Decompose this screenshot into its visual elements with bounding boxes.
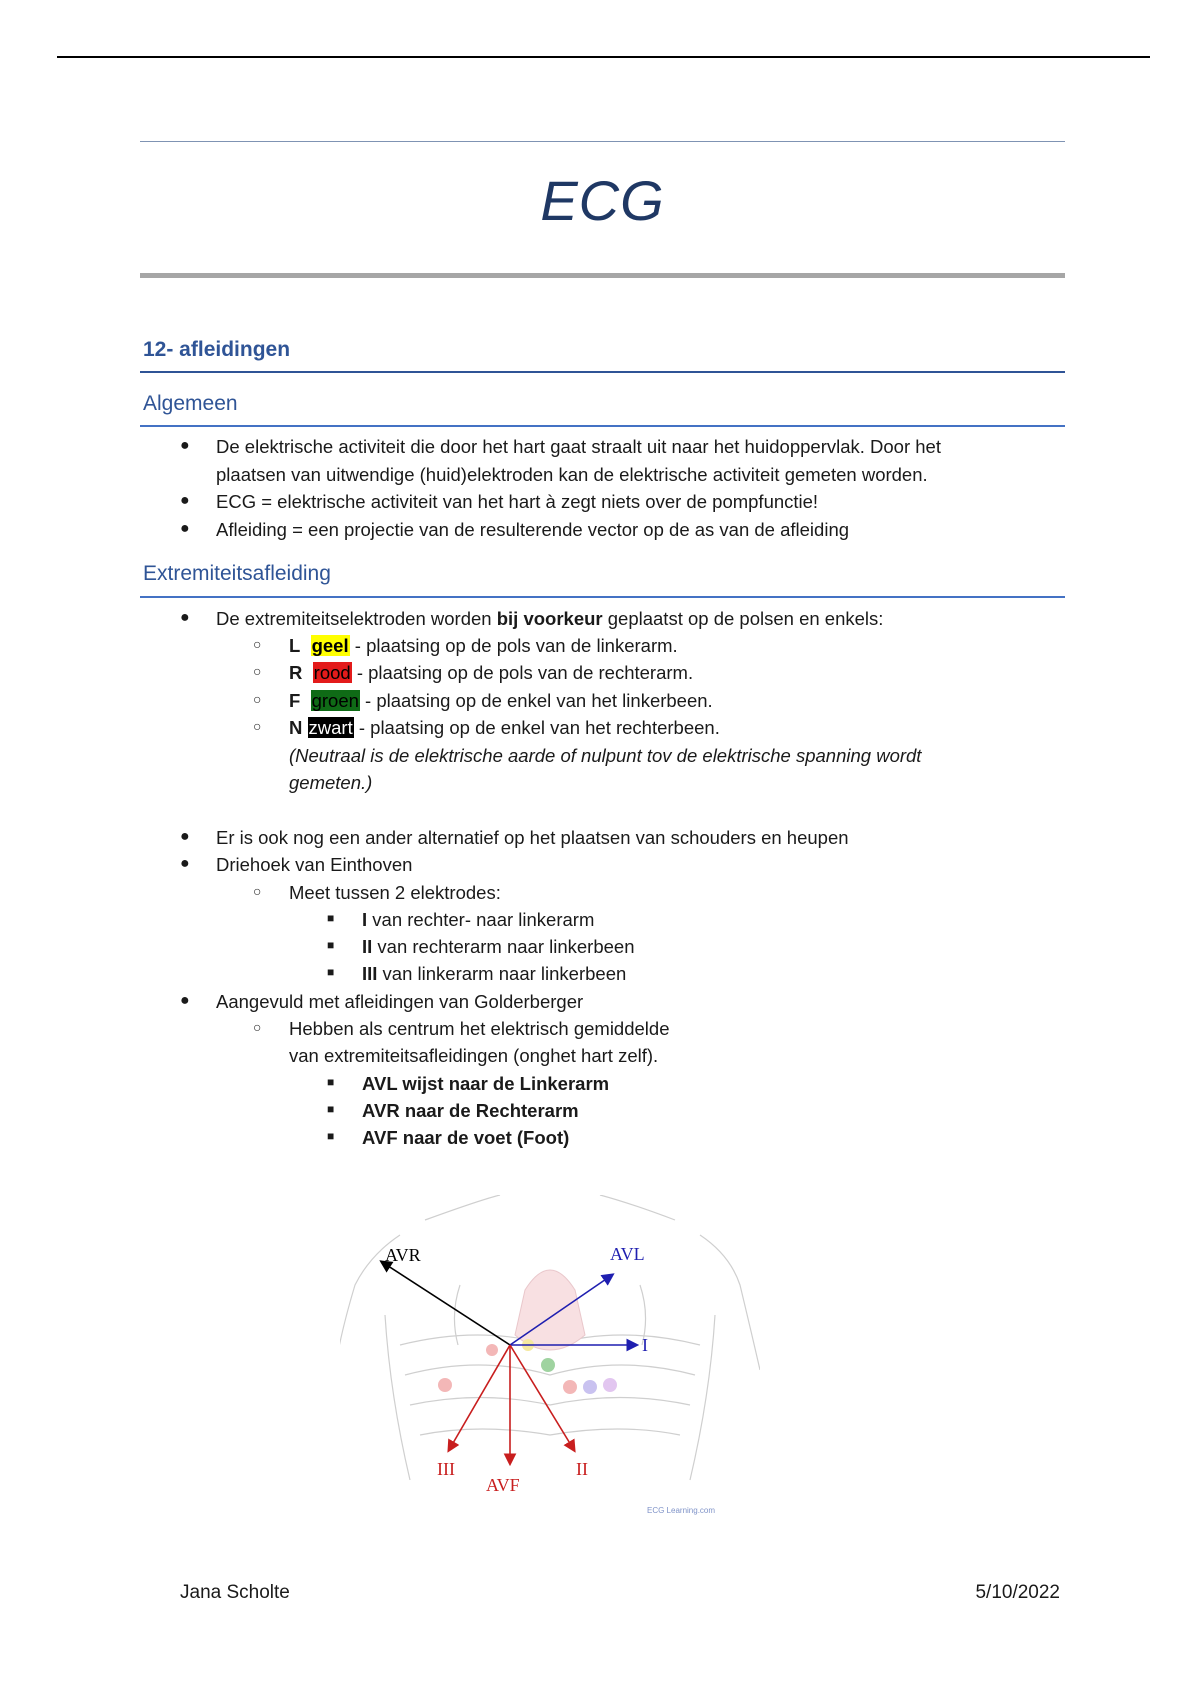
electrode-item-l bbox=[289, 632, 678, 659]
bullet-dot: ● bbox=[180, 437, 190, 454]
list-subitem: Hebben als centrum het elektrisch gemiddelde bbox=[289, 1018, 670, 1039]
label-i: I bbox=[642, 1335, 648, 1355]
electrode-item-n bbox=[289, 714, 720, 741]
lead-text: van linkerarm naar linkerbeen bbox=[377, 963, 627, 984]
circle-bullet: ○ bbox=[253, 883, 262, 899]
list-item: Afleiding = een projectie van de resulterende vector op de as van de afleiding bbox=[216, 519, 850, 540]
title-rule-bottom bbox=[140, 273, 1065, 278]
aug-lead-avr: AVR naar de Rechterarm bbox=[362, 1100, 579, 1121]
list-item: De elektrische activiteit die door het hart gaat straalt uit naar het huidoppervlak. Door het bbox=[216, 436, 941, 457]
electrode-letter: L bbox=[289, 635, 301, 656]
intro-text: De extremiteitselektroden worden bbox=[216, 608, 497, 629]
lead-item-ii bbox=[362, 933, 635, 960]
list-subitem: Meet tussen 2 elektrodes: bbox=[289, 882, 501, 903]
footer-date: 5/10/2022 bbox=[975, 1582, 1060, 1603]
lead-item-iii bbox=[362, 960, 626, 987]
electrode-dot bbox=[438, 1378, 452, 1392]
list-item: Er is ook nog een ander alternatief op het plaatsen van schouders en heupen bbox=[216, 827, 849, 848]
electrode-dot bbox=[603, 1378, 617, 1392]
square-bullet: ■ bbox=[327, 1075, 335, 1089]
electrode-desc: - plaatsing op de pols van de linkerarm. bbox=[349, 635, 678, 656]
electrode-item-f bbox=[289, 687, 713, 714]
subheading-algemeen: Algemeen bbox=[143, 392, 238, 415]
electrode-dot bbox=[563, 1380, 577, 1394]
image-credit: ECG Learning.com bbox=[647, 1506, 716, 1515]
list-item: Driehoek van Einthoven bbox=[216, 854, 413, 875]
label-avl: AVL bbox=[610, 1244, 645, 1264]
electrode-dot bbox=[486, 1344, 498, 1356]
neutral-note: (Neutraal is de elektrische aarde of nulpunt tov de elektrische spanning wordt bbox=[289, 745, 922, 766]
section-heading-rule bbox=[140, 371, 1065, 373]
electrode-desc: - plaatsing op de pols van de rechterarm. bbox=[351, 662, 694, 683]
lead-num: III bbox=[362, 963, 378, 984]
intro-bold: bij voorkeur bbox=[496, 608, 603, 629]
electrode-color-highlight: groen bbox=[311, 690, 359, 711]
circle-bullet: ○ bbox=[253, 1019, 262, 1035]
electrode-color-highlight: rood bbox=[313, 662, 351, 683]
bullet-dot: ● bbox=[180, 855, 190, 872]
list-item-continuation: plaatsen van uitwendige (huid)elektroden kan de elektrische activiteit gemeten worden. bbox=[216, 464, 928, 485]
circle-bullet: ○ bbox=[253, 718, 262, 734]
list-item: ECG = elektrische activiteit van het hart à zegt niets over de pompfunctie! bbox=[216, 491, 819, 512]
electrode-letter: R bbox=[289, 662, 303, 683]
electrode-color-highlight: zwart bbox=[308, 717, 353, 738]
label-avf: AVF bbox=[486, 1475, 520, 1495]
lead-iii-vector bbox=[449, 1345, 510, 1450]
bullet-dot: ● bbox=[180, 609, 190, 626]
circle-bullet: ○ bbox=[253, 691, 262, 707]
aug-lead-avf: AVF naar de voet (Foot) bbox=[362, 1127, 570, 1148]
lead-num: II bbox=[362, 936, 373, 957]
square-bullet: ■ bbox=[327, 911, 335, 925]
square-bullet: ■ bbox=[327, 938, 335, 952]
lead-item-i bbox=[362, 906, 594, 933]
electrode-desc: - plaatsing op de enkel van het rechterbeen. bbox=[353, 717, 720, 738]
electrode-letter: F bbox=[289, 690, 301, 711]
lead-num: I bbox=[362, 909, 368, 930]
list-item: Aangevuld met afleidingen van Golderberger bbox=[216, 991, 584, 1012]
subheading-extremiteit-rule bbox=[140, 596, 1065, 598]
electrode-color-highlight: geel bbox=[311, 635, 349, 656]
square-bullet: ■ bbox=[327, 965, 335, 979]
electrode-letter: N bbox=[289, 717, 303, 738]
footer-author: Jana Scholte bbox=[180, 1582, 290, 1603]
neutral-note-continuation: gemeten.) bbox=[289, 772, 373, 793]
lead-text: van rechter- naar linkerarm bbox=[367, 909, 595, 930]
circle-bullet: ○ bbox=[253, 663, 262, 679]
title-rule-top bbox=[140, 141, 1065, 142]
square-bullet: ■ bbox=[327, 1102, 335, 1116]
bullet-dot: ● bbox=[180, 992, 190, 1009]
electrode-item-r bbox=[289, 659, 693, 686]
list-subitem-continuation: van extremiteitsafleidingen (onghet hart zelf). bbox=[289, 1045, 659, 1066]
bullet-dot: ● bbox=[180, 520, 190, 537]
subheading-algemeen-rule bbox=[140, 425, 1065, 427]
label-ii: II bbox=[576, 1459, 588, 1479]
intro-text-end: geplaatst op de polsen en enkels: bbox=[602, 608, 884, 629]
lead-text: van rechterarm naar linkerbeen bbox=[372, 936, 635, 957]
label-avr: AVR bbox=[385, 1245, 421, 1265]
electrode-dot bbox=[583, 1380, 597, 1394]
electrode-dot bbox=[541, 1358, 555, 1372]
page-top-rule bbox=[57, 56, 1150, 58]
avr-vector bbox=[382, 1262, 510, 1345]
page-title: ECG bbox=[540, 169, 665, 232]
aug-lead-avl: AVL wijst naar de Linkerarm bbox=[362, 1073, 610, 1094]
square-bullet: ■ bbox=[327, 1129, 335, 1143]
list-item bbox=[216, 605, 883, 632]
electrode-desc: - plaatsing op de enkel van het linkerbeen. bbox=[359, 690, 713, 711]
section-heading: 12- afleidingen bbox=[143, 338, 291, 361]
lead-vector-diagram bbox=[340, 1195, 760, 1525]
bullet-dot: ● bbox=[180, 492, 190, 509]
subheading-extremiteitsafleiding: Extremiteitsafleiding bbox=[143, 562, 331, 585]
label-iii: III bbox=[437, 1459, 455, 1479]
circle-bullet: ○ bbox=[253, 636, 262, 652]
heart-sketch bbox=[515, 1270, 585, 1350]
bullet-dot: ● bbox=[180, 828, 190, 845]
